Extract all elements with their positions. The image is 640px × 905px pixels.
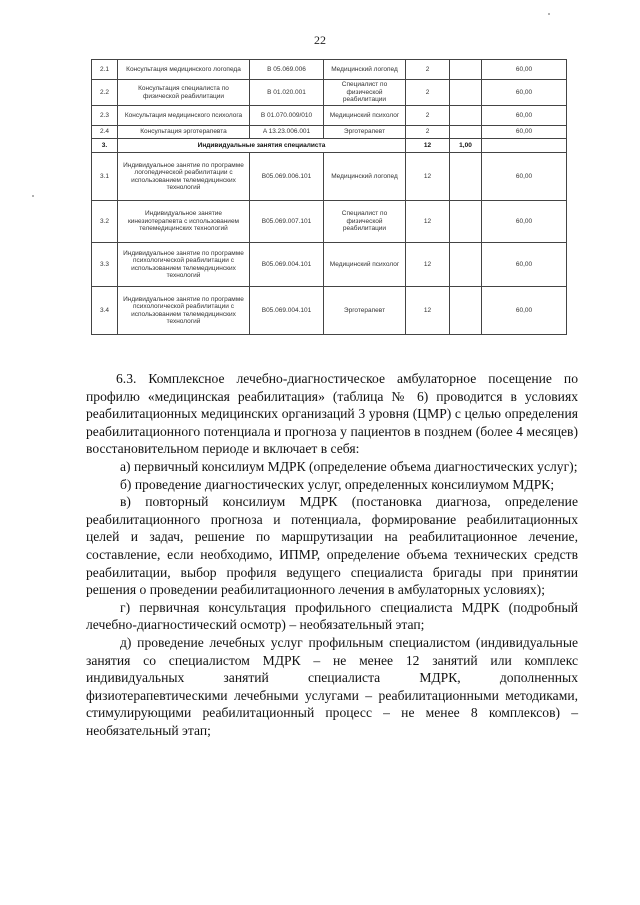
quantity: 2 [406, 106, 450, 126]
table-row [92, 106, 567, 126]
services-table [91, 59, 567, 335]
page-number: 22 [314, 33, 326, 47]
specialist: Медицинский логопед [324, 60, 406, 80]
specialist: Эрготерапевт [324, 287, 406, 335]
quantity: 12 [406, 287, 450, 335]
frequency [450, 243, 482, 287]
service-name: Консультация медицинского логопеда [118, 60, 250, 80]
total: 60,00 [482, 243, 567, 287]
quantity: 2 [406, 126, 450, 139]
quantity: 2 [406, 80, 450, 106]
table-row [92, 60, 567, 80]
table-row [92, 126, 567, 139]
row-number: 2.3 [92, 106, 118, 126]
document-body [86, 370, 578, 739]
service-name: Индивидуальное занятие по программе логопедической реабилитации с использованием телемедицинских технологий [118, 153, 250, 201]
table-row [92, 80, 567, 106]
frequency [450, 80, 482, 106]
quantity: 12 [406, 243, 450, 287]
frequency [450, 287, 482, 335]
section-title: Индивидуальные занятия специалиста [118, 139, 406, 153]
row-number: 2.4 [92, 126, 118, 139]
service-code: B 01.070.009/010 [250, 106, 324, 126]
service-code: B 01.020.001 [250, 80, 324, 106]
row-number: 3.3 [92, 243, 118, 287]
total: 60,00 [482, 126, 567, 139]
total: 60,00 [482, 153, 567, 201]
frequency [450, 106, 482, 126]
frequency [450, 201, 482, 243]
row-number: 2.2 [92, 80, 118, 106]
service-code: B05.069.006.101 [250, 153, 324, 201]
list-item-g: г) первичная консультация профильного специалиста МДРК (подробный лечебно-диагностический осмотр) – необязательный этап; [86, 599, 578, 633]
specialist: Эрготерапевт [324, 126, 406, 139]
list-item-d: д) проведение лечебных услуг профильным специалистом (индивидуальные занятия со специалистом МДРК – не менее 12 занятий или комплекс индивидуальных занятий специалиста МДРК, дополненных физиотерапевтическими лечебными услугами – реабилитационными методиками, стимулирующими реабилитационный процесс – не менее 8 комплексов) – необязательный этап; [86, 634, 578, 738]
service-code: A 13.23.006.001 [250, 126, 324, 139]
list-item-b: б) проведение диагностических услуг, определенных консилиумом МДРК; [120, 476, 555, 492]
quantity: 12 [406, 201, 450, 243]
table-row [92, 153, 567, 201]
table-row [92, 201, 567, 243]
row-number: 3.2 [92, 201, 118, 243]
row-number: 2.1 [92, 60, 118, 80]
frequency: 1,00 [450, 139, 482, 153]
service-code: B05.069.004.101 [250, 243, 324, 287]
service-name: Индивидуальное занятие по программе психологической реабилитации с использованием телемедицинских технологий [118, 287, 250, 335]
quantity: 2 [406, 60, 450, 80]
total: 60,00 [482, 287, 567, 335]
total: 60,00 [482, 80, 567, 106]
service-code: B05.069.004.101 [250, 287, 324, 335]
quantity: 12 [406, 153, 450, 201]
specialist: Медицинский логопед [324, 153, 406, 201]
paragraph-6-3: 6.3. Комплексное лечебно-диагностическое амбулаторное посещение по профилю «медицинская реабилитация» (таблица № 6) проводится в условиях реабилитационных медицинских организаций 3 уровня (ЦМР) с целью определения реабилитационного потенциала и прогноза у пациентов в позднем (более 4 месяцев) восстановительном периоде и включает в себя: [86, 371, 578, 457]
specialist: Специалист по физической реабилитации [324, 80, 406, 106]
service-name: Консультация специалиста по физической реабилитации [118, 80, 250, 106]
frequency [450, 126, 482, 139]
total: 60,00 [482, 201, 567, 243]
total [482, 139, 567, 153]
section-row [92, 139, 567, 153]
list-item-v: в) повторный консилиум МДРК (постановка диагноза, определение реабилитационного прогноза и потенциала, формирование реабилитационных целей и задач, решение по маршрутизации на реабилитационное лечение, составление, если необходимо, ИПМР, определение объема технических средств реабилитации, выбор профиля ведущего специалиста бригады при принятии решения о проведении реабилитационного лечения в амбулаторных условиях); [86, 494, 578, 598]
specialist: Специалист по физической реабилитации [324, 201, 406, 243]
total: 60,00 [482, 60, 567, 80]
specialist: Медицинский психолог [324, 243, 406, 287]
total: 60,00 [482, 106, 567, 126]
service-code: B 05.069.006 [250, 60, 324, 80]
list-item-a: а) первичный консилиум МДРК (определение объема диагностических услуг); [120, 458, 578, 474]
table-row [92, 287, 567, 335]
specialist: Медицинский психолог [324, 106, 406, 126]
frequency [450, 60, 482, 80]
service-name: Консультация медицинского психолога [118, 106, 250, 126]
service-name: Индивидуальное занятие кинезиотерапевта с использованием телемедицинских технологий [118, 201, 250, 243]
frequency [450, 153, 482, 201]
scan-speck [548, 13, 550, 15]
row-number: 3.4 [92, 287, 118, 335]
scan-speck [32, 195, 34, 197]
section-number: 3. [92, 139, 118, 153]
quantity: 12 [406, 139, 450, 153]
row-number: 3.1 [92, 153, 118, 201]
table-row [92, 243, 567, 287]
service-code: B05.069.007.101 [250, 201, 324, 243]
service-name: Индивидуальное занятие по программе психологической реабилитации с использованием телемедицинских технологий [118, 243, 250, 287]
service-name: Консультация эрготерапевта [118, 126, 250, 139]
